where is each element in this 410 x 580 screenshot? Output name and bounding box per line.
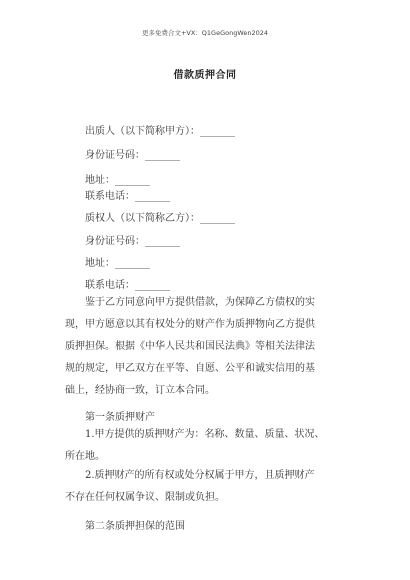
preamble-line: 规的规定，甲乙双方在平等、自愿、公平和诚实信用的基 bbox=[65, 363, 315, 374]
preamble-line: 础上，经协商一致，订立本合同。 bbox=[65, 385, 215, 396]
pledgee-address-field: 地址：_______ bbox=[85, 258, 150, 269]
section-1-heading: 第一条质押财产 bbox=[85, 412, 155, 423]
pledgor-id-field: 身份证号码：_______ bbox=[85, 150, 180, 161]
clause-1-paragraph bbox=[65, 424, 343, 468]
preamble-line: 质押担保。根据《中华人民共和国民法典》等相关法律法 bbox=[65, 341, 315, 352]
pledgor-address-field: 地址：_______ bbox=[85, 175, 150, 186]
preamble-line: 鉴于乙方同意向甲方提供借款，为保障乙方债权的实 bbox=[85, 297, 315, 308]
pledgor-name-field: 出质人（以下简称甲方）：_______ bbox=[85, 126, 235, 137]
document-title: 借款质押合同 bbox=[173, 70, 237, 81]
preamble-paragraph bbox=[65, 292, 343, 402]
preamble-line: 现，甲方愿意以其有权处分的财产作为质押物向乙方提供 bbox=[65, 319, 315, 330]
clause-line: 不存在任何权属争议、限制或负担。 bbox=[65, 492, 225, 503]
section-2-heading: 第二条质押担保的范围 bbox=[85, 521, 185, 532]
pledgee-phone-field: 联系电话：_______ bbox=[85, 280, 170, 291]
clause-line: 2.质押财产的所有权或处分权属于甲方，且质押财产 bbox=[85, 470, 315, 481]
pledgor-phone-field: 联系电话：_______ bbox=[85, 191, 170, 202]
pledgee-id-field: 身份证号码：_______ bbox=[85, 236, 180, 247]
clause-line: 1.甲方提供的质押财产为：名称、数量、质量、状况、 bbox=[85, 429, 325, 440]
clause-line: 所在地。 bbox=[65, 451, 105, 462]
page-header: 更多免费合文+VX：Q1GeGongWen2024 bbox=[141, 29, 269, 37]
pledgee-name-field: 质权人（以下简称乙方）：_______ bbox=[85, 213, 235, 224]
clause-2-paragraph bbox=[65, 465, 343, 509]
